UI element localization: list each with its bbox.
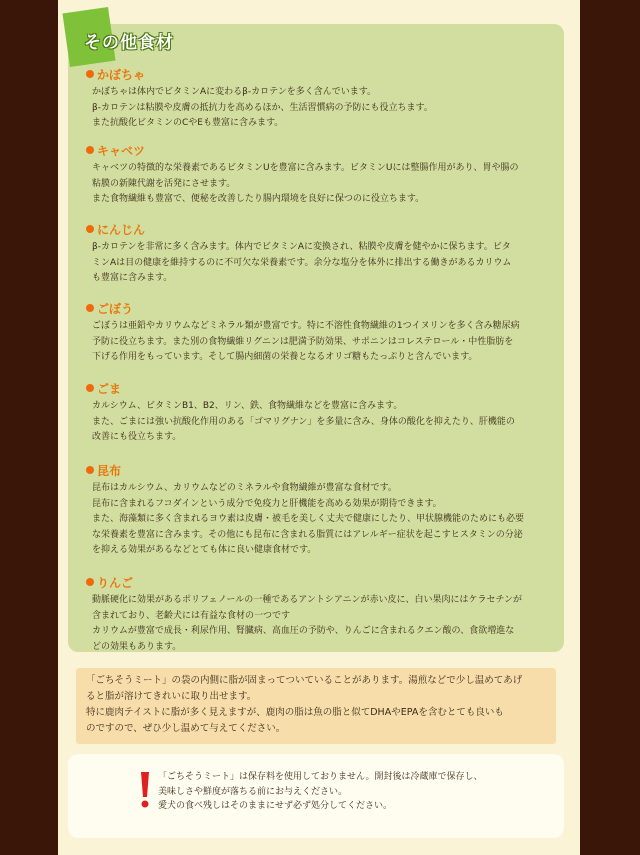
section-heading-text: かぼちゃ [97,67,146,82]
body-line: 改善にも役立ちます。 [92,432,182,442]
note-line: 「ごちそうミート」の袋の内側に脂が固まってついていることがあります。湯煎などで少し温めてあげ [86,675,523,686]
bullet-icon [86,578,94,586]
section-heading-text: りんご [97,575,134,590]
body-line: カリウムが豊富で成長・利尿作用、腎臓病、高血圧の予防や、りんごに含まれるクエン酸の、食欲増進な [92,626,515,636]
body-line: β-カロテンを非常に多く含みます。体内でビタミンAに変換され、粘膜や皮膚を健やかに保ちます。ビタ [92,242,511,252]
section-body [92,481,556,559]
note-line: 特に鹿肉テイストに脂が多く見えますが、鹿肉の脂は魚の脂と似てDHAやEPAを含むとても良いも [86,707,504,718]
section-kelp [86,462,556,559]
body-line: また、海藻類に多く含まれるヨウ素は皮膚・被毛を美しく丈夫で健康にしたり、甲状腺機能のためにも必要 [92,514,525,524]
note-line: ると脂が溶けてきれいに取り出せます。 [86,691,257,702]
body-line: β-カロテンは粘膜や皮膚の抵抗力を高めるほか、生活習慣病の予防にも役立ちます。 [92,102,433,113]
section-heading [86,380,556,396]
warning-text [158,770,538,814]
body-line: どの効果もあります。 [92,641,182,652]
bullet-icon [86,384,94,392]
fat-note-text [86,673,552,737]
section-apple [86,574,556,655]
warning-line: 「ごちそうミート」は保存料を使用しておりません。開封後は冷蔵庫で保存し、 [158,772,483,782]
section-heading-text: 昆布 [97,463,122,478]
body-line: も豊富に含みます。 [92,273,173,283]
body-line: 含まれており、老齢犬には有益な食材の一つです [92,610,291,621]
section-carrot [86,221,556,287]
body-line: を抑える効果があるなどとても体に良い健康食材です。 [92,545,317,555]
body-line: また食物繊維も豊富で、便秘を改善したり腸内環境を良好に保つのに役立ちます。 [92,194,425,204]
body-line: 昆布はカルシウム、カリウムなどのミネラルや食物繊維が豊富な食材です。 [92,483,397,493]
section-body [92,240,556,287]
body-line: ミンAは目の健康を維持するのに不可欠な栄養素です。余分な塩分を体外に排出する働きがあるカリウム [92,257,512,268]
body-line: キャベツの特徴的な栄養素であるビタミンUを豊富に含みます。ビタミンUには整腸作用があり、胃や腸の [92,163,519,173]
bullet-icon [86,146,94,154]
section-heading-text: ごぼう [97,301,134,316]
body-line: な栄養素を豊富に含みます。その他にも昆布に含まれる脂質にはアレルギー症状を起こすヒスタミンの分泌 [92,529,523,540]
section-heading-text: にんじん [97,222,146,237]
body-line: また抗酸化ビタミンのCやEも豊富に含みます。 [92,118,284,128]
section-heading [86,574,556,590]
body-line: ごぼうは亜鉛やカリウムなどミネラル類が豊富です。特に不溶性食物繊維の1つイヌリンを多く含み糖尿病 [92,321,520,331]
section-heading-text: ごま [97,381,122,396]
section-heading [86,462,556,478]
warning-line: 美味しさや鮮度が落ちる前にお与えください。 [158,786,348,797]
note-line: のですので、ぜひ少し温めて与えてください。 [86,723,286,734]
section-heading [86,142,556,158]
section-burdock [86,300,556,366]
body-line: 粘膜の新陳代謝を活発にさせます。 [92,178,236,189]
body-line: 動脈硬化に効果があるポリフェノールの一種であるアントシアニンが赤い皮に、白い果肉にはケラセチンが [92,595,523,605]
section-body [92,161,556,208]
section-body [92,85,556,132]
page-title: その他食材 [84,33,174,53]
section-body [92,593,556,655]
section-heading [86,66,556,82]
section-pumpkin [86,66,556,132]
body-line: 予防に役立ちます。また別の食物繊維リグニンは肥満予防効果、サポニンはコレステロール・中性脂肪を [92,336,514,347]
exclamation-icon [137,770,153,810]
bullet-icon [86,304,94,312]
section-body [92,399,556,446]
body-line: 下げる作用をもっています。そして腸内細菌の栄養となるオリゴ糖もたっぷりと含んでいます。 [92,352,478,362]
body-line: また、ごまには強い抗酸化作用のある「ゴマリグナン」を多量に含み、身体の酸化を抑えたり、肝機能の [92,416,515,427]
bullet-icon [86,466,94,474]
section-sesame [86,380,556,446]
section-cabbage [86,142,556,208]
section-heading [86,300,556,316]
body-line: 昆布に含まれるフコダインという成分で免疫力と肝機能を高める効果が期待できます。 [92,498,442,509]
body-line: かぼちゃは体内でビタミンAに変わるβ-カロテンを多く含んでいます。 [92,87,376,97]
section-body [92,319,556,366]
section-heading-text: キャベツ [97,143,146,158]
warning-line: 愛犬の食べ残しはそのままにせず必ず処分してください。 [158,801,393,811]
bullet-icon [86,225,94,233]
section-heading [86,221,556,237]
body-line: カルシウム、ビタミンB1、B2、リン、鉄、食物繊維などを豊富に含みます。 [92,401,403,411]
bullet-icon [86,70,94,78]
